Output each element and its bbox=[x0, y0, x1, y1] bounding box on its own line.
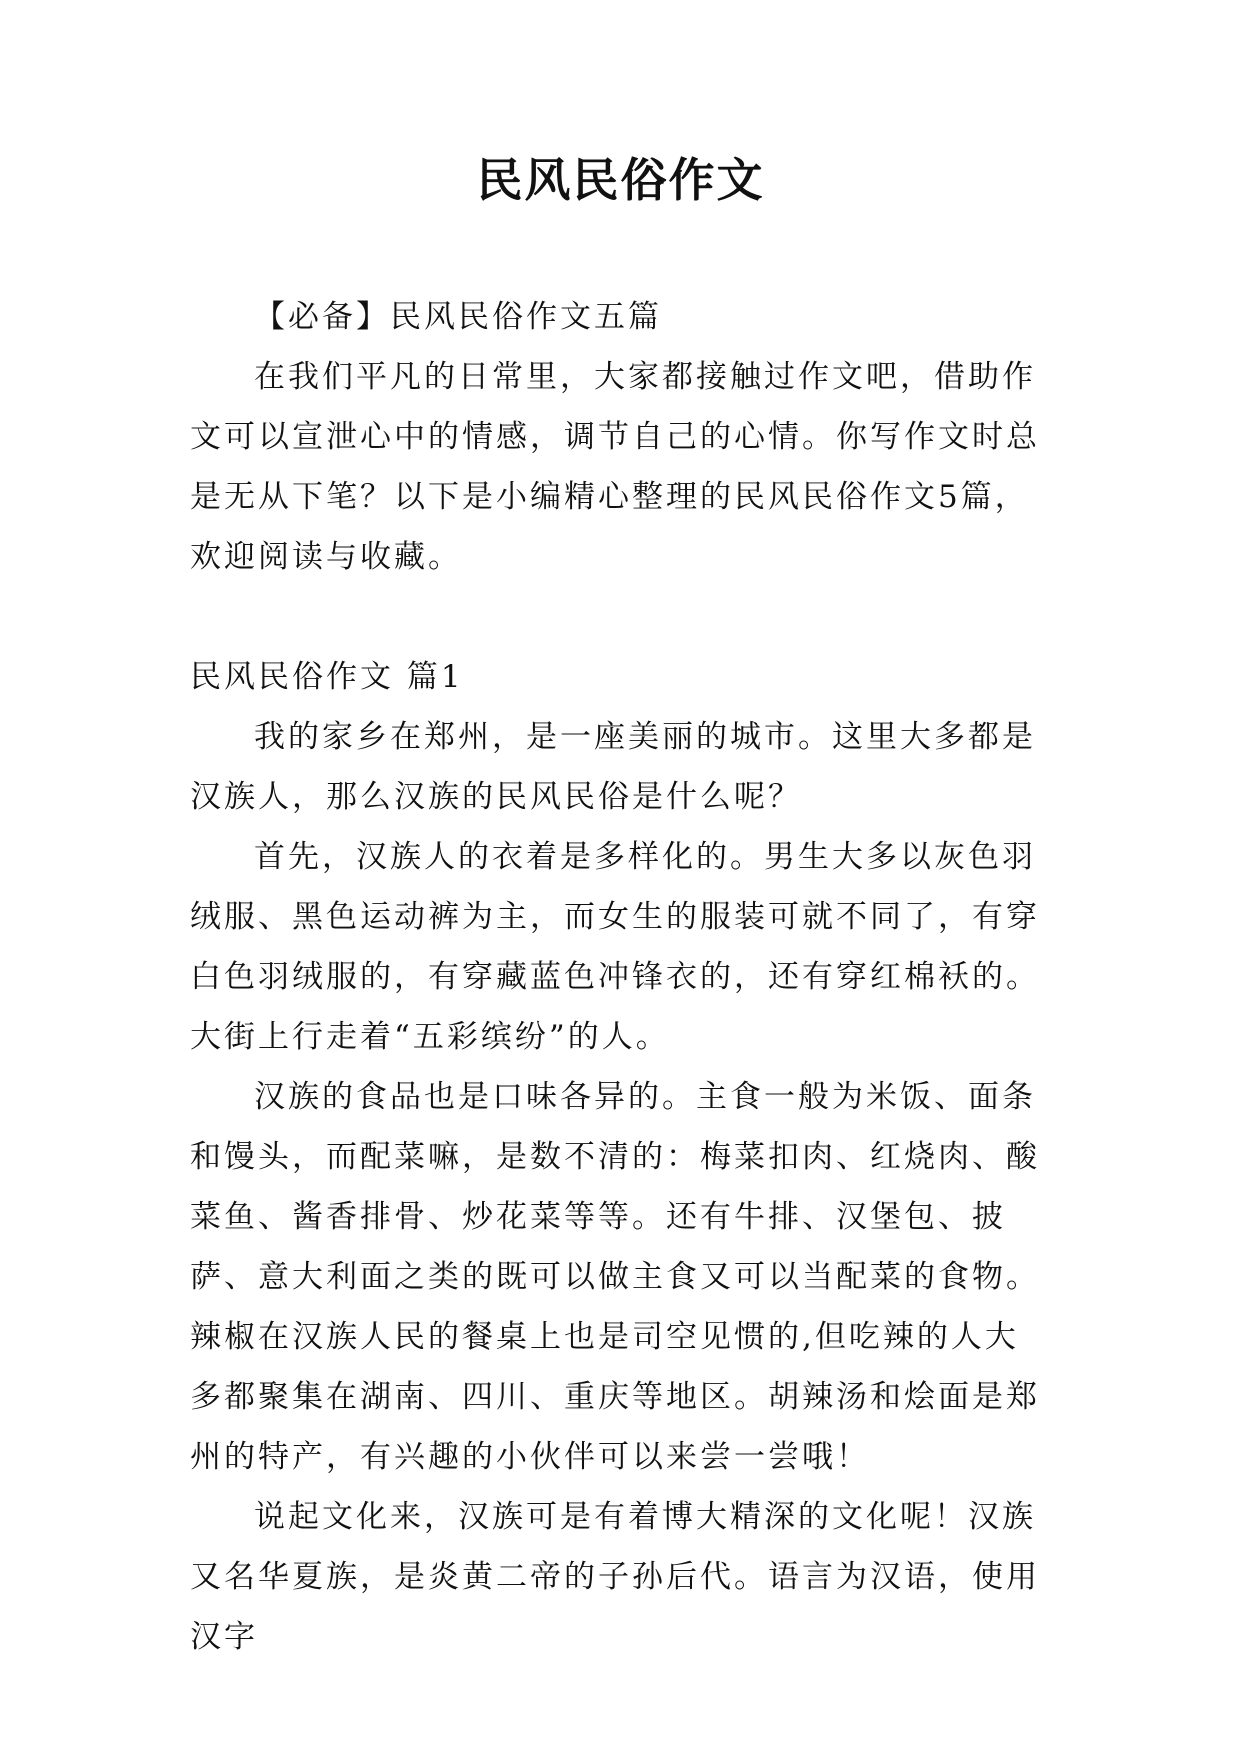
document-subtitle: 【必备】民风民俗作文五篇 bbox=[254, 299, 662, 335]
body-paragraph: 我的家乡在郑州，是一座美丽的城市。这里大多都是汉族人，那么汉族的民风民俗是什么呢？ bbox=[190, 719, 1036, 815]
body-paragraph: 汉族的食品也是口味各异的。主食一般为米饭、面条和馒头，而配菜嘛，是数不清的：梅菜扣肉、红烧肉、酸菜鱼、酱香排骨、炒花菜等等。还有牛排、汉堡包、披萨、意大利面之类的既可以做主食又可以当配菜的食物。辣椒在汉族人民的餐桌上也是司空见惯的,但吃辣的人大多都聚集在湖南、四川、重庆等地区。胡辣汤和烩面是郑州的特产，有兴趣的小伙伴可以来尝一尝哦！ bbox=[190, 1079, 1040, 1475]
section-spacer bbox=[190, 587, 1050, 647]
document-body bbox=[190, 287, 1050, 1667]
body-paragraph: 说起文化来，汉族可是有着博大精深的文化呢！汉族又名华夏族，是炎黄二帝的子孙后代。语言为汉语，使用汉字 bbox=[190, 1499, 1040, 1655]
section-heading: 民风民俗作文 篇1 bbox=[190, 659, 464, 695]
body-paragraph: 首先，汉族人的衣着是多样化的。男生大多以灰色羽绒服、黑色运动裤为主，而女生的服装可就不同了，有穿白色羽绒服的，有穿藏蓝色冲锋衣的，还有穿红棉袄的。大街上行走着“五彩缤纷”的人。 bbox=[190, 839, 1040, 1055]
intro-paragraph: 在我们平凡的日常里，大家都接触过作文吧，借助作文可以宣泄心中的情感，调节自己的心情。你写作文时总是无从下笔？以下是小编精心整理的民风民俗作文5篇，欢迎阅读与收藏。 bbox=[190, 359, 1040, 575]
document-title: 民风民俗作文 bbox=[476, 153, 765, 207]
